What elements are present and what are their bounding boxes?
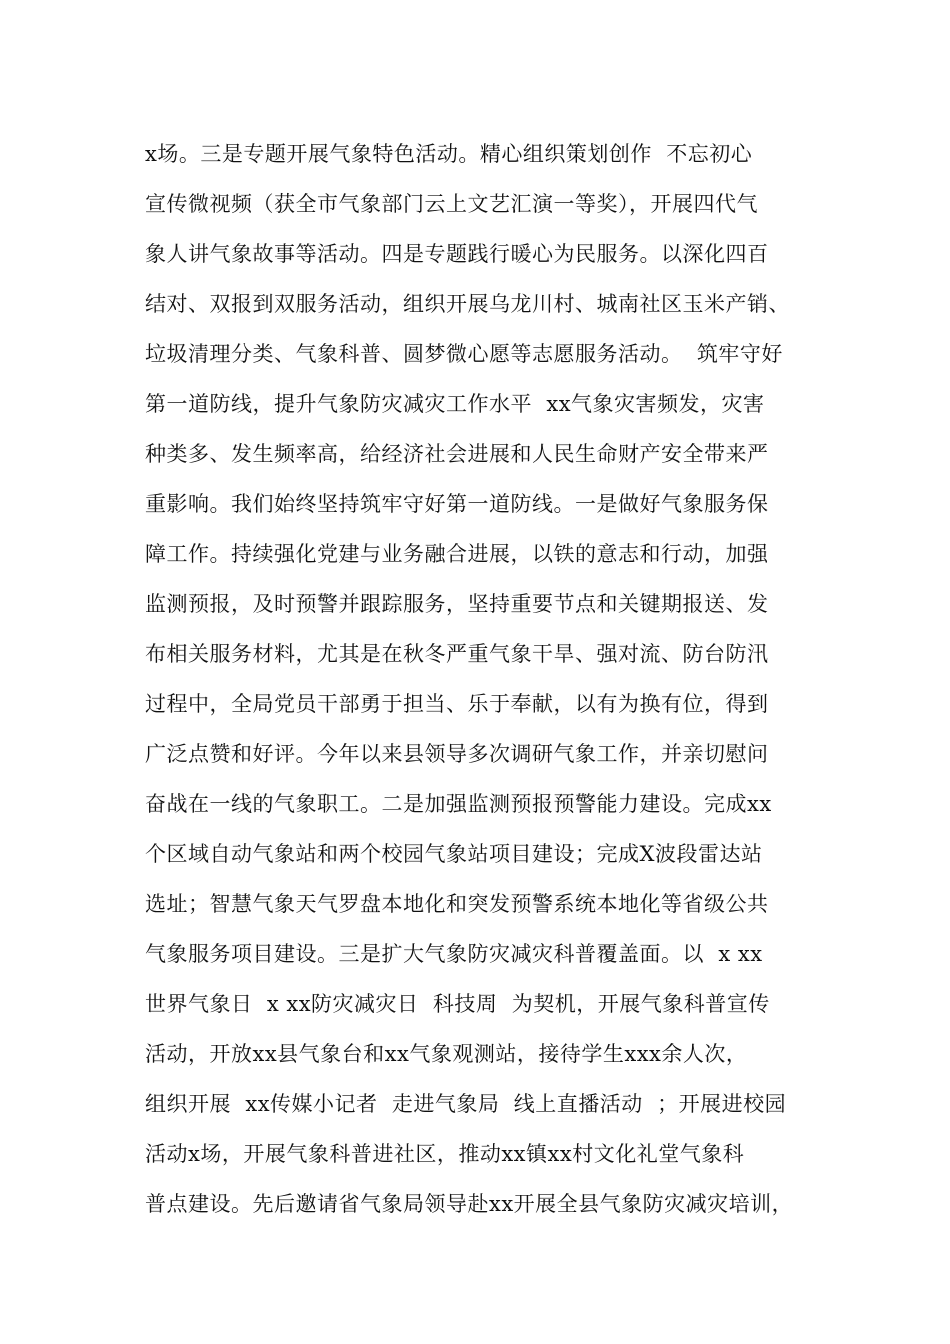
text-line: 象人讲气象故事等活动。四是专题践行暖心为民服务。以深化四百 [145, 242, 769, 266]
text-line: 选址；智慧气象天气罗盘本地化和突发预警系统本地化等省级公共 [145, 892, 769, 916]
text-line: 活动x场，开展气象科普进社区，推动xx镇xx村文化礼堂气象科 [145, 1142, 745, 1166]
text-line: 组织开展 xx传媒小记者 走进气象局 线上直播活动 ；开展进校园 [145, 1092, 787, 1116]
text-line: 种类多、发生频率高，给经济社会进展和人民生命财产安全带来严 [145, 442, 769, 466]
text-line: 布相关服务材料，尤其是在秋冬严重气象干旱、强对流、防台防汛 [145, 642, 769, 666]
text-line: 过程中，全局党员干部勇于担当、乐于奉献，以有为换有位，得到 [145, 692, 769, 716]
text-line: 障工作。持续强化党建与业务融合进展，以铁的意志和行动，加强 [145, 542, 769, 566]
text-line: 宣传微视频（获全市气象部门云上文艺汇演一等奖），开展四代气 [145, 192, 758, 216]
text-line: 结对、双报到双服务活动，组织开展乌龙川村、城南社区玉米产销、 [145, 292, 790, 316]
text-line: 广泛点赞和好评。今年以来县领导多次调研气象工作，并亲切慰问 [145, 742, 769, 766]
text-line: 监测预报，及时预警并跟踪服务，坚持重要节点和关键期报送、发 [145, 592, 769, 616]
text-line: 奋战在一线的气象职工。二是加强监测预报预警能力建设。完成xx [145, 792, 772, 816]
text-line: 普点建设。先后邀请省气象局领导赴xx开展全县气象防灾减灾培训， [145, 1192, 794, 1216]
text-line: 重影响。我们始终坚持筑牢守好第一道防线。一是做好气象服务保 [145, 492, 769, 516]
text-line: 气象服务项目建设。三是扩大气象防灾减灾科普覆盖面。以 x xx [145, 942, 763, 966]
text-line: 第一道防线，提升气象防灾减灾工作水平 xx气象灾害频发，灾害 [145, 392, 765, 416]
text-line: 世界气象日 x xx防灾减灾日 科技周 为契机，开展气象科普宣传 [145, 992, 770, 1016]
text-line: 个区域自动气象站和两个校园气象站项目建设；完成X波段雷达站 [145, 842, 763, 866]
text-line: 垃圾清理分类、气象科普、圆梦微心愿等志愿服务活动。 筑牢守好 [145, 342, 783, 366]
body-text [145, 129, 835, 1229]
text-line: 活动，开放xx县气象台和xx气象观测站，接待学生xxx余人次， [145, 1042, 748, 1066]
text-line: x场。三是专题开展气象特色活动。精心组织策划创作 不忘初心 [145, 142, 753, 166]
